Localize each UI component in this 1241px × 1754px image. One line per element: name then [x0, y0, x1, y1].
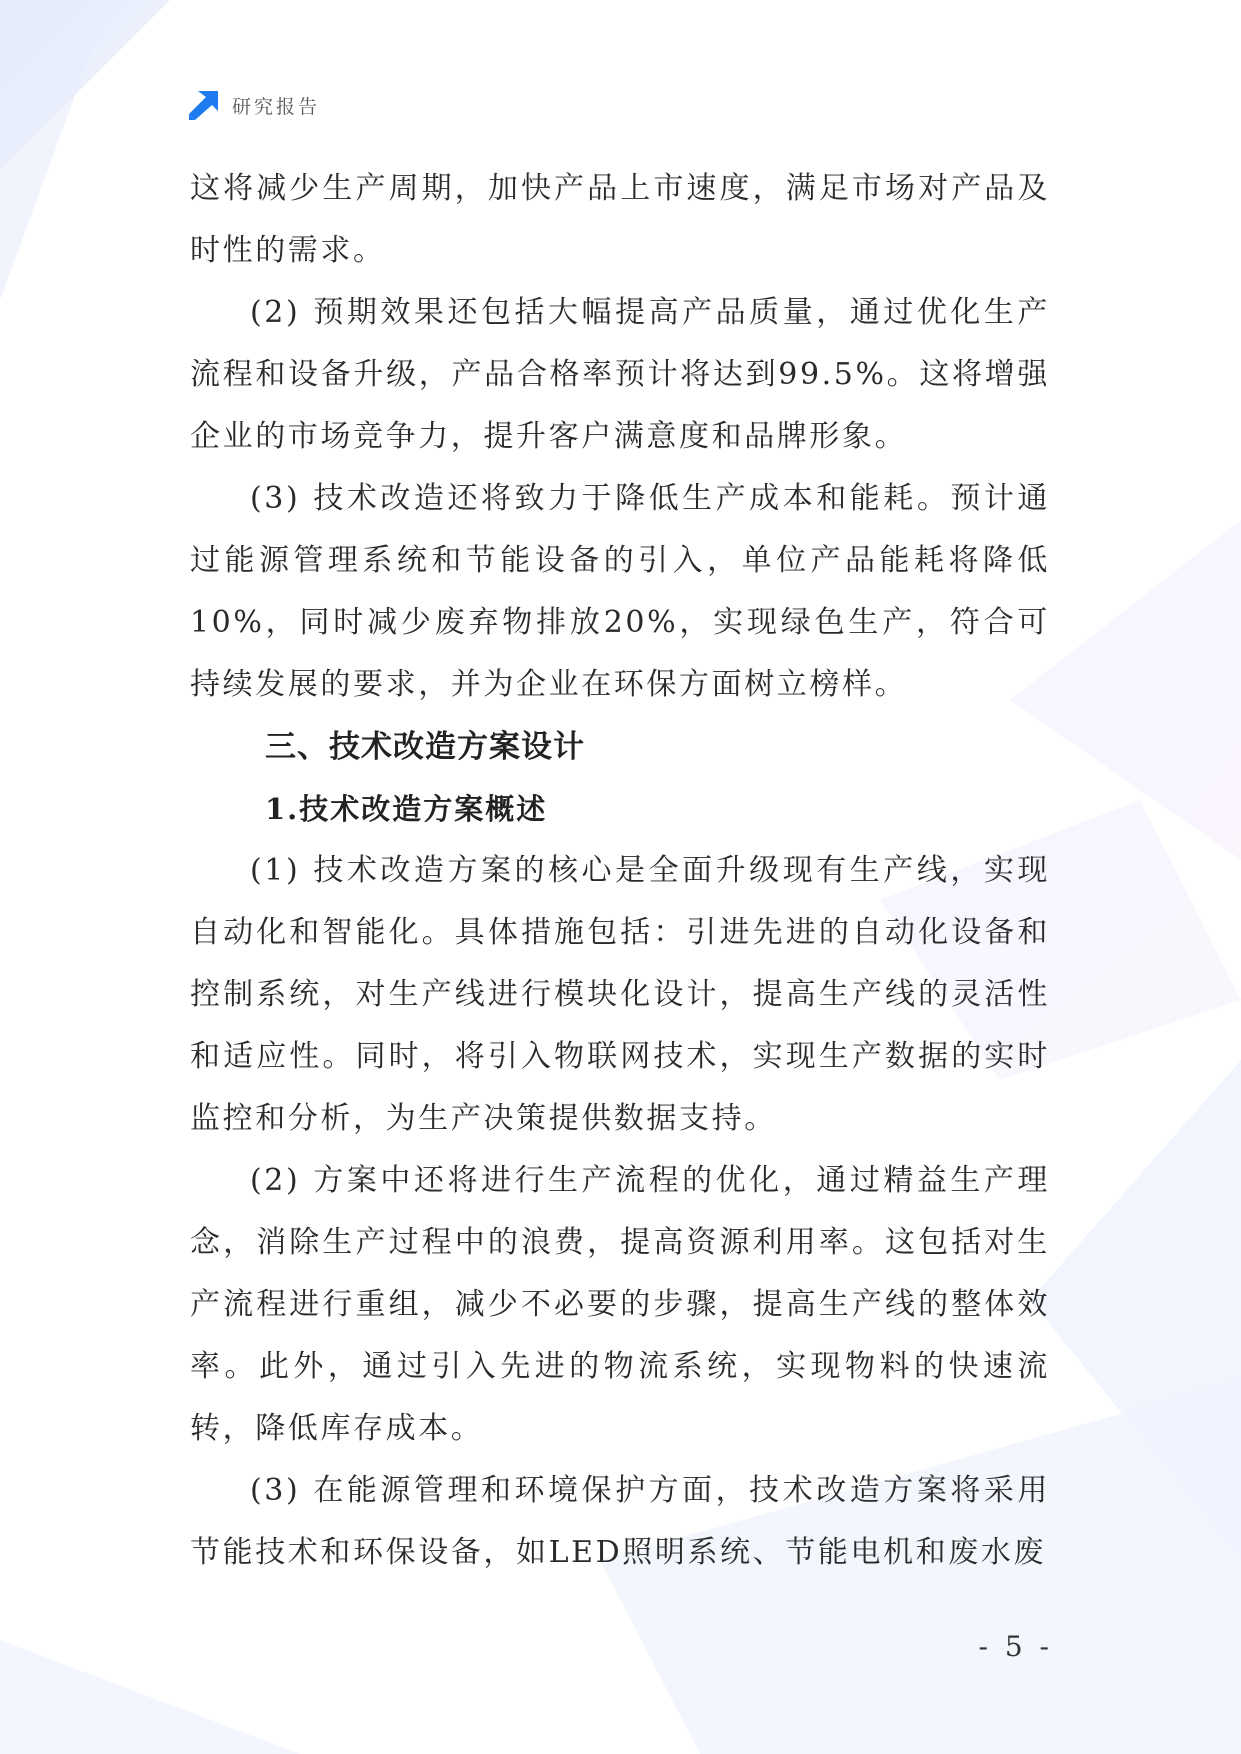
document-body — [190, 158, 1050, 1584]
paragraph: (3) 技术改造还将致力于降低生产成本和能耗。预计通过能源管理系统和节能设备的引入，单位产品能耗将降低10%，同时减少废弃物排放20%，实现绿色生产，符合可持续发展的要求，并为企业在环保方面树立榜样。 — [190, 481, 1050, 702]
report-header — [188, 88, 320, 122]
paragraph: (2) 预期效果还包括大幅提高产品质量，通过优化生产流程和设备升级，产品合格率预计将达到99.5%。这将增强企业的市场竞争力，提升客户满意度和品牌形象。 — [190, 295, 1050, 454]
paragraph: 这将减少生产周期，加快产品上市速度，满足市场对产品及时性的需求。 — [190, 171, 1050, 268]
paragraph: (1) 技术改造方案的核心是全面升级现有生产线，实现自动化和智能化。具体措施包括：引进先进的自动化设备和控制系统，对生产线进行模块化设计，提高生产线的灵活性和适应性。同时，将引入物联网技术，实现生产数据的实时监控和分析，为生产决策提供数据支持。 — [190, 853, 1050, 1136]
sub-heading: 1.技术改造方案概述 — [265, 792, 548, 826]
section-heading: 三、技术改造方案设计 — [265, 729, 585, 765]
arrow-up-right-icon — [188, 89, 220, 121]
paragraph: (3) 在能源管理和环境保护方面，技术改造方案将采用节能技术和环保设备，如LED照明系统、节能电机和废水废 — [190, 1473, 1050, 1570]
paragraph: (2) 方案中还将进行生产流程的优化，通过精益生产理念，消除生产过程中的浪费，提高资源利用率。这包括对生产流程进行重组，减少不必要的步骤，提高生产线的整体效率。此外，通过引入先进的物流系统，实现物料的快速流转，降低库存成本。 — [190, 1163, 1050, 1446]
page-number: - 5 - — [978, 1630, 1053, 1663]
header-title: 研究报告 — [232, 95, 321, 118]
